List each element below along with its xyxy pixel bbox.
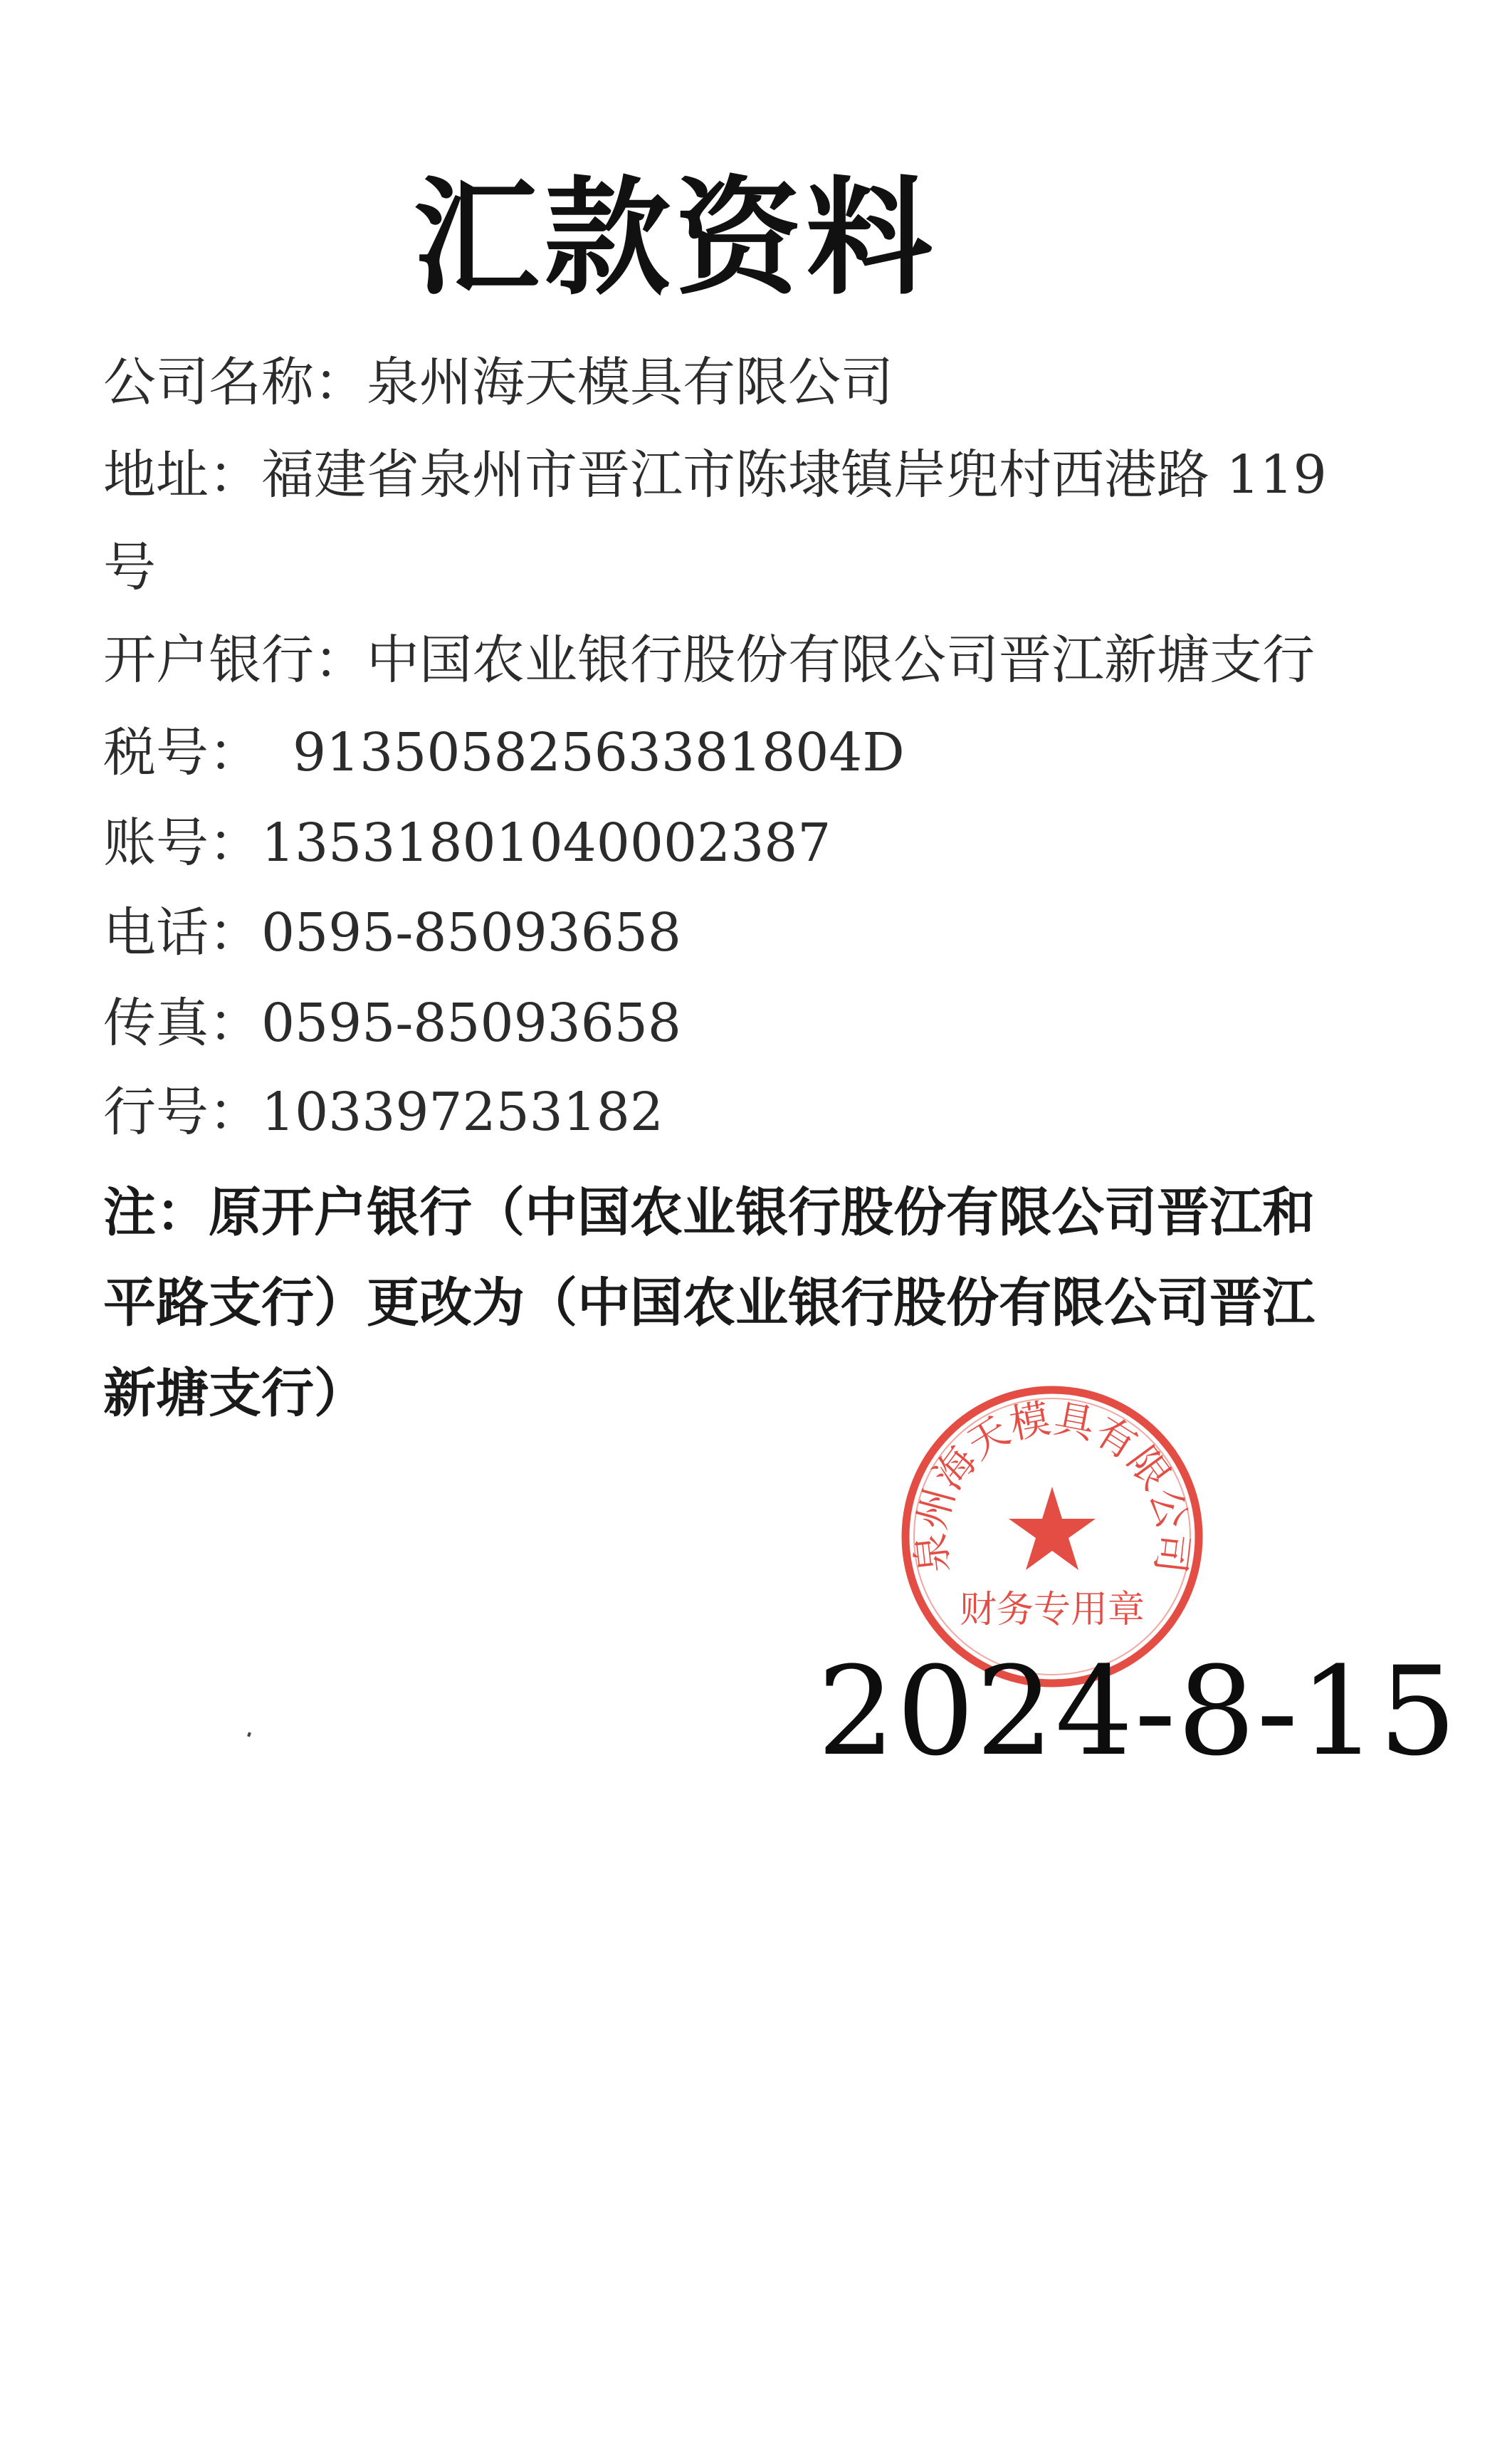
company-name-label: 公司名称： [103,352,367,413]
seal-outer-text: 泉州海天模具有限公司 [908,1395,1197,1576]
tax-id-label: 税号： [103,722,261,783]
fax-label: 传真： [103,993,261,1054]
tax-id-value: 91350582563381804D [293,722,905,783]
note-line-3: 新塘支行） [103,1363,367,1424]
bank-value: 中国农业银行股份有限公司晋江新塘支行 [367,629,1315,691]
phone-value: 0595-85093658 [261,902,681,963]
note-line-1: 注：原开户银行（中国农业银行股份有限公司晋江和 [103,1182,1315,1243]
address-value: 福建省泉州市晋江市陈埭镇岸兜村西港路 119 [261,444,1327,506]
address-label: 地址： [103,444,261,506]
company-name-value: 泉州海天模具有限公司 [367,352,893,413]
account-label: 账号： [103,812,261,874]
seal-inner-text: 财务专用章 [959,1589,1145,1631]
phone-label: 电话： [103,902,261,963]
fax-row [103,993,681,1054]
account-row [103,813,831,874]
address-continuation: 号 [103,537,156,598]
bank-label: 开户银行： [103,629,367,691]
account-value: 13531801040002387 [261,812,831,874]
tax-id-row [103,723,905,783]
bank-code-label: 行号： [103,1082,261,1143]
document-title: 汇款资料 [413,163,937,312]
address-row [103,445,1327,506]
phone-row [103,903,681,963]
fax-value: 0595-85093658 [261,993,681,1054]
company-name-row [103,352,893,413]
note-line-2: 平路支行）更改为（中国农业银行股份有限公司晋江 [103,1272,1315,1334]
bank-code-value: 103397253182 [261,1082,663,1143]
bank-code-row [103,1082,663,1143]
bank-row [103,630,1315,691]
seal-star-icon [1009,1487,1096,1570]
document-date: 2024-8-15 [817,1640,1459,1783]
scan-speck [247,1732,251,1737]
